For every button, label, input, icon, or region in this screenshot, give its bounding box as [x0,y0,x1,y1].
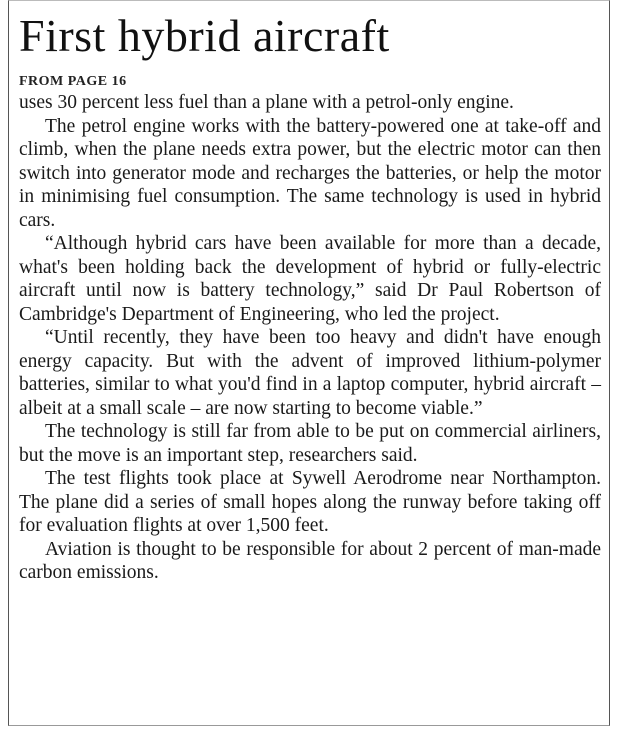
article-clipping [8,0,610,726]
article-body [19,91,601,585]
paragraph-quote-battery: “Although hybrid cars have been available for more than a decade, what's been holding back the development of hybrid or fully-electric aircraft until now is battery technology,” said Dr Paul Robertson of Cambridge's Department of Engineering, who led the project. [19,233,601,325]
paragraph-engine: The petrol engine works with the battery-powered one at take-off and climb, when the plane needs extra power, but the electric motor can then switch into generator mode and recharges the batteries, or help the motor in minimising fuel consumption. The same technology is used in hybrid cars. [19,115,601,231]
headline: First hybrid aircraft [19,10,390,61]
paragraph-airliners: The technology is still far from able to be put on commercial airliners, but the move is an important step, researchers said. [19,421,601,466]
paragraph-emissions: Aviation is thought to be responsible for about 2 percent of man-made carbon emissions. [19,538,601,583]
from-page-label: FROM PAGE 16 [19,74,127,89]
paragraph-quote-lithium: “Until recently, they have been too heavy and didn't have enough energy capacity. But with the advent of improved lithium-polymer batteries, similar to what you'd find in a laptop computer, hybrid aircraft – albeit at a small scale – are now starting to become viable.” [19,327,601,419]
paragraph-continued: uses 30 percent less fuel than a plane with a petrol-only engine. [19,92,514,113]
paragraph-test-flights: The test flights took place at Sywell Aerodrome near Northampton. The plane did a series of small hopes along the runway before taking off for evaluation flights at over 1,500 feet. [19,468,601,536]
